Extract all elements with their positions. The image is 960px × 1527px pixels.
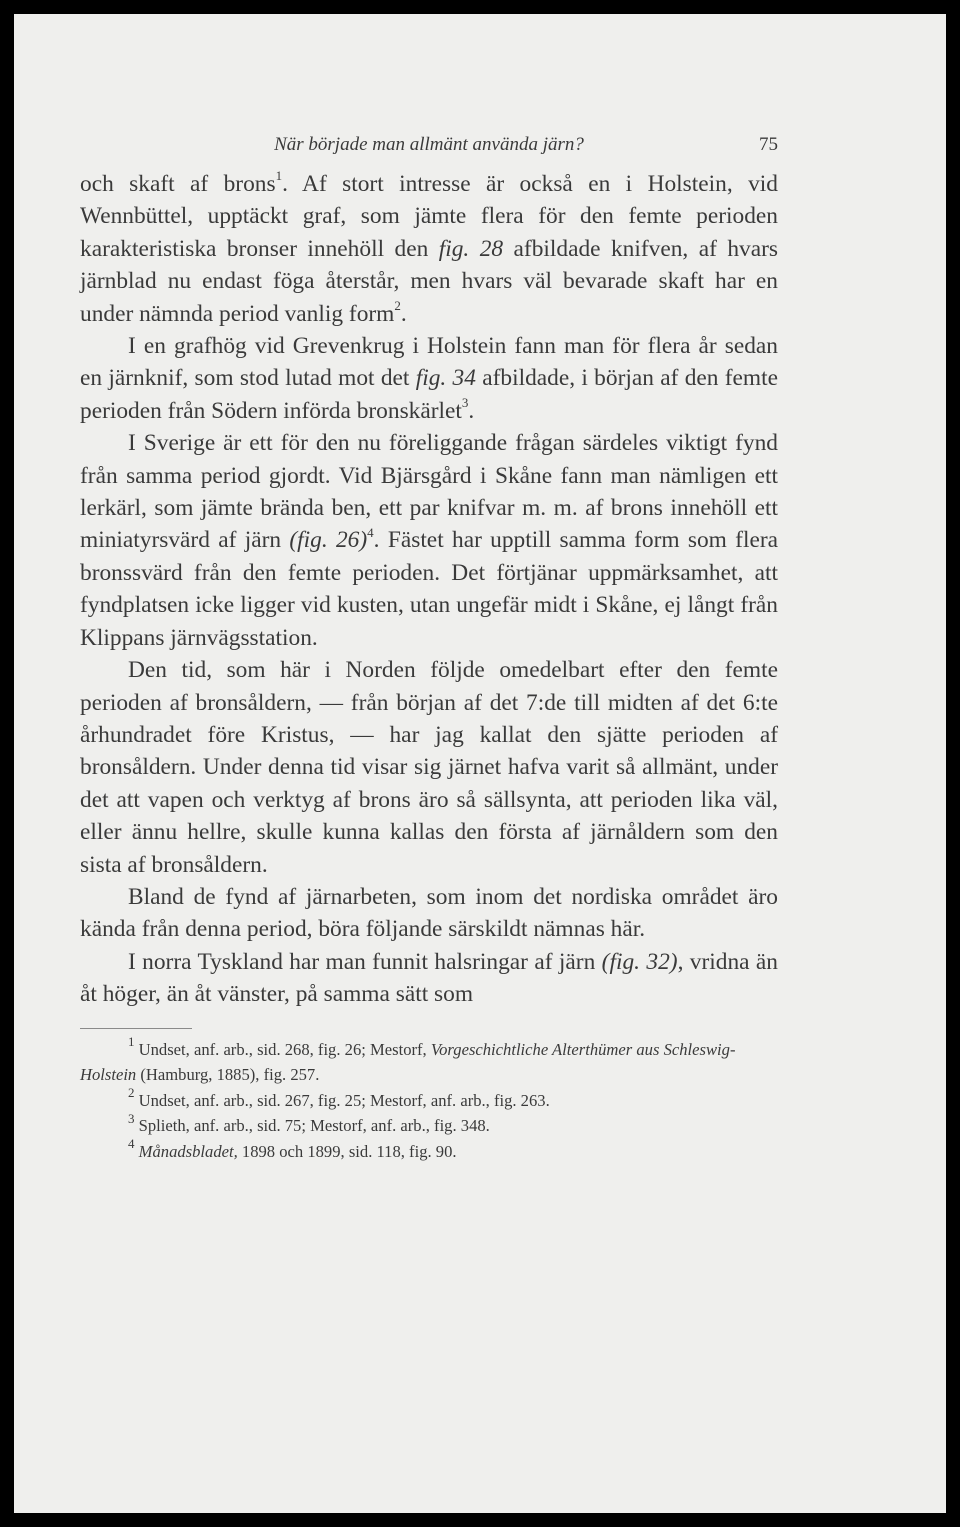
footnote: [80, 1110, 778, 1139]
text-run: I Sverige är ett för den nu föreliggande frågan särdeles viktigt fynd från samma period gjordt. Vid Bjärsgård i Skåne fann man nämligen ett lerkärl, som jämte brända ben, ett par knifvar m. m. af brons innehöll ett miniatyrsvärd af järn: [80, 430, 778, 554]
text-run: 1898 och 1899, sid. 118, fig. 90.: [237, 1141, 457, 1161]
footnote: [80, 1085, 778, 1114]
footnote-marker: 4: [367, 524, 374, 540]
text-run: Bland de fynd af järnarbeten, som inom det nordiska området äro kända från denna period, böra följande särskildt nämnas här.: [80, 883, 778, 943]
text-run: Den tid, som här i Norden följde omedelbart efter den femte perioden af bronsåldern, — från början af det 7:de till midten af det 6:te århundradet före Kristus, — har jag kallat den sjätte perioden af bronsåldern. Under denna tid visar sig järnet hafva varit så allmänt, under det att vapen och verktyg af brons äro så sällsynta, att perioden lika väl, eller ännu hellre, skulle kunna kallas den första af järnåldern som den sista af bronsåldern.: [80, 657, 778, 878]
page-content: [80, 134, 778, 1164]
footnotes: [80, 1034, 778, 1165]
footnote-marker: 2: [394, 297, 401, 313]
footnote: [80, 1136, 778, 1165]
paragraph: [80, 168, 778, 330]
footnote-marker: 1: [128, 1034, 135, 1050]
text-run: Splieth, anf. arb., sid. 75; Mestorf, anf. arb., fig. 348.: [134, 1116, 490, 1136]
paragraph: [80, 427, 778, 654]
text-run: afbildade, i början af den femte perioden från Södern införda bronskärlet: [80, 365, 779, 424]
text-run: .: [400, 300, 407, 327]
paragraph: [80, 654, 778, 881]
footnote-marker: 3: [128, 1110, 135, 1126]
text-run: . Af stort intresse är också en i Holstein, vid Wennbüttel, upptäckt graf, som jämte flera för den femte perioden karakteristiska bronser innehöll den: [80, 171, 778, 262]
italic-text: (fig. 32): [601, 948, 678, 975]
footnote-marker: 4: [128, 1136, 135, 1152]
italic-text: (fig. 26): [289, 527, 368, 554]
running-head-title: När började man allmänt använda järn?: [274, 134, 584, 155]
text-run: och skaft af brons: [80, 171, 276, 197]
paragraph: [80, 330, 778, 427]
text-run: , vridna än åt höger, än åt vänster, på samma sätt som: [80, 948, 779, 1008]
italic-text: fig. 28: [438, 235, 504, 262]
text-run: Undset, anf. arb., sid. 267, fig. 25; Mestorf, anf. arb., fig. 263.: [134, 1090, 550, 1110]
text-run: (Hamburg, 1885), fig. 257.: [136, 1065, 320, 1085]
text-run: .: [468, 397, 475, 424]
italic-text: Månadsbladet,: [138, 1141, 238, 1161]
footnote: [80, 1034, 778, 1088]
italic-text: fig. 34: [415, 365, 476, 392]
text-run: I en grafhög vid Grevenkrug i Holstein fann man för flera år sedan en järnknif, som stod lutad mot det: [80, 333, 778, 392]
running-head: [80, 134, 778, 164]
text-run: Undset, anf. arb., sid. 268, fig. 26; Mestorf,: [134, 1039, 431, 1059]
text-run: I norra Tyskland har man funnit halsringar af järn: [128, 948, 602, 975]
footnote-marker: 3: [461, 395, 469, 411]
body-text: [80, 168, 778, 1011]
paragraph: [80, 946, 778, 1011]
text-run: afbildade knifven, af hvars järnblad nu endast föga återstår, men hvars väl bevarade skaft har en under nämnda period vanlig form: [80, 235, 778, 327]
footnote-marker: 2: [128, 1085, 135, 1101]
text-run: . Fästet har upptill samma form som flera bronssvärd från den femte perioden. Det förtjänar uppmärksamhet, att fyndplatsen icke ligger vid kusten, utan ungefär midt i Skåne, ej långt från Klippans järnvägsstation.: [80, 527, 778, 651]
footnote-marker: 1: [275, 168, 283, 184]
scanned-page: [14, 14, 946, 1513]
footnote-rule: [80, 1028, 192, 1029]
italic-text: Vorgeschichtliche Alterthümer aus Schleswig-Holstein: [80, 1039, 736, 1085]
paragraph: [80, 881, 778, 946]
page-number: 75: [759, 134, 778, 155]
